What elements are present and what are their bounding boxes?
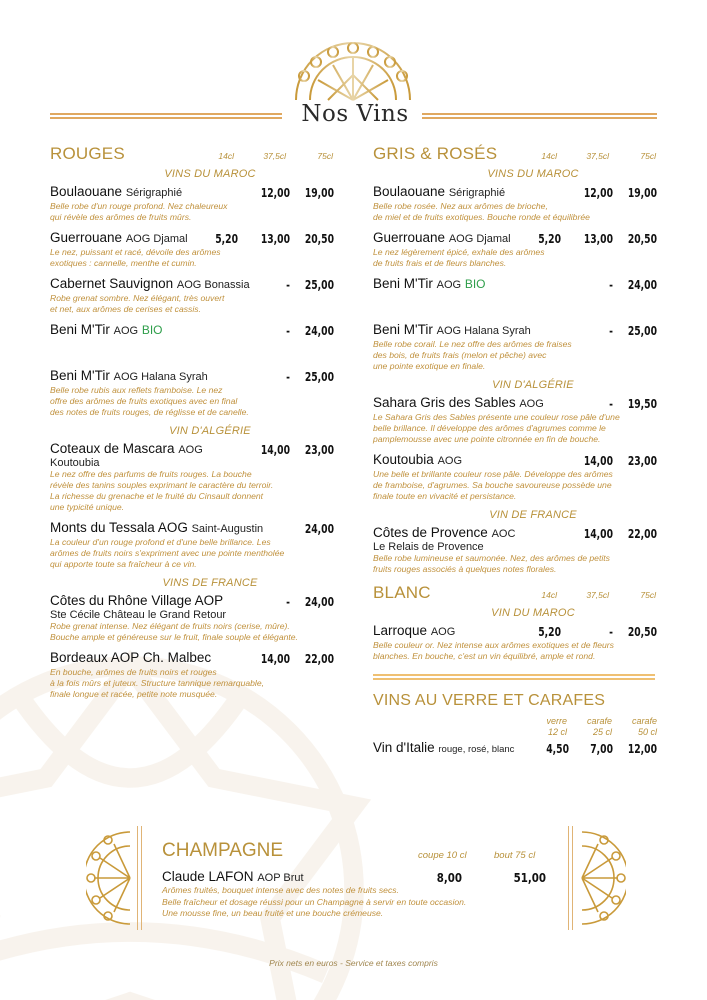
price-bouteille: 51,00 — [513, 870, 546, 885]
wine-description: Le nez, puissant et racé, dévoile des arômes exotiques : cannelle, menthe et cumin. — [50, 247, 221, 268]
wine-description: Belle couleur or. Nez intense aux arômes exotiques et de fleurs blanches. En bouche, c'est un vin équilibré, ample et rond. — [373, 640, 614, 661]
section-title-blanc: BLANC — [373, 583, 431, 602]
wine-description: Le Sahara Gris des Sables présente une couleur rose pâle d'une belle brillance. Il développe des arômes d'agrumes comme le pamplemousse avec une pointe citronnée en fin de bouche. — [373, 412, 620, 444]
wine-item — [50, 650, 340, 700]
price-375cl: 14,00 — [260, 442, 290, 457]
wine-producer: Ste Cécile Château le Grand Retour — [50, 609, 227, 621]
wine-appellation: AOG — [178, 444, 203, 456]
price-375cl: 14,00 — [260, 651, 290, 666]
price-75cl: 19,50 — [627, 396, 657, 411]
price-75cl: 22,00 — [304, 651, 334, 666]
wine-name: Beni M'Tir — [50, 322, 110, 337]
section-title-rouges: ROUGES — [50, 144, 125, 163]
wine-name: Beni M'Tir — [373, 322, 433, 337]
wine-colors: rouge, rosé, blanc — [438, 744, 515, 755]
wine-description: Belle robe corail. Le nez offre des arômes de fraises des bois, de fruits frais (melon et pêche) avec une pointe exotique en finale. — [373, 339, 572, 371]
wine-description: Le nez offre des parfums de fruits rouges. La bouche révèle des tanins souples exprimant le caractère du terroir. La richesse du grenache et le fruité du Cinsault donnent une typicité unique. — [50, 469, 274, 512]
wine-item — [50, 441, 340, 513]
region-label: VIN DU MAROC — [491, 607, 575, 619]
wine-appellation: Sérigraphié — [125, 187, 183, 199]
wine-name: Larroque — [373, 623, 428, 638]
wine-name: Côtes du Rhône Village AOP — [50, 593, 224, 608]
wine-name: Koutoubia — [373, 452, 434, 467]
wine-appellation: AOG — [430, 626, 456, 638]
wine-name: Boulaouane — [50, 184, 123, 199]
wine-item — [50, 276, 340, 315]
price-375cl: 14,00 — [583, 453, 613, 468]
bio-badge: BIO — [141, 323, 163, 337]
wine-description: Robe grenat intense. Nez élégant de fruits noirs (cerise, mûre). Bouche ample et généreuse sur le fruit, finale souple et élégante. — [50, 621, 298, 642]
wine-name: Guerrouane — [50, 230, 123, 245]
price-375cl: - — [609, 323, 613, 338]
region-label: VIN DE FRANCE — [489, 509, 577, 521]
wine-name: Guerrouane — [373, 230, 446, 245]
size-14cl: 14cl — [541, 590, 557, 600]
price-375cl: - — [609, 396, 613, 411]
price-75cl: 24,00 — [304, 323, 334, 338]
wine-producer: Le Relais de Provence — [373, 541, 484, 553]
price-375cl: - — [286, 369, 290, 384]
wine-item — [50, 368, 340, 418]
size-75cl: 75cl — [317, 151, 333, 161]
page-title: Nos Vins — [301, 101, 409, 127]
wine-description: Belle robe lumineuse et saumonée. Nez, des arômes de petits fruits rouges associés à quelques notes florales. — [373, 553, 610, 574]
roses-header — [373, 144, 663, 168]
rouges-header — [50, 144, 340, 168]
wine-appellation: AOG — [436, 279, 462, 291]
size-375cl: 37,5cl — [263, 151, 286, 161]
price-375cl: - — [609, 624, 613, 639]
wine-name: Beni M'Tir — [373, 276, 433, 291]
wine-item — [373, 230, 663, 269]
price-75cl: 23,00 — [304, 442, 334, 457]
region-label: VINS DU MAROC — [164, 168, 256, 180]
wine-appellation: AOG Bonassia — [176, 279, 250, 291]
size-coupe: coupe 10 cl — [418, 850, 467, 861]
price-75cl: 25,00 — [304, 369, 334, 384]
section-title-carafes: VINS AU VERRE ET CARAFES — [373, 692, 606, 709]
header — [0, 0, 707, 140]
price-14cl: 5,20 — [215, 231, 238, 246]
vertical-divider — [137, 826, 142, 930]
roses-column — [373, 144, 663, 764]
price-carafe-50: 12,00 — [627, 741, 657, 756]
wine-item — [50, 322, 340, 339]
section-title-roses: GRIS & ROSÉS — [373, 144, 498, 163]
wine-appellation: AOP Brut — [257, 872, 304, 884]
size-14cl: 14cl — [541, 151, 557, 161]
wine-item — [50, 230, 340, 269]
wine-description: Belle robe d'un rouge profond. Nez chaleureux qui révèle des arômes de fruits mûrs. — [50, 201, 228, 222]
wine-item — [373, 322, 663, 372]
size-bouteille: bout 75 cl — [494, 850, 536, 861]
price-75cl: 22,00 — [627, 526, 657, 541]
price-375cl: - — [286, 323, 290, 338]
title-divider-left — [50, 113, 282, 119]
wine-description: La couleur d'un rouge profond et d'une belle brillance. Les arômes de fruits noirs s'expriment avec une pointe mentholée qui apporte toute sa fraîcheur à ce vin. — [50, 537, 285, 569]
wine-appellation: Saint-Augustin — [191, 523, 264, 535]
vertical-divider — [568, 826, 573, 930]
rouges-column — [50, 144, 340, 707]
wine-appellation: AOC — [491, 528, 516, 540]
region-label: VIN D'ALGÉRIE — [169, 425, 251, 437]
title-divider-right — [422, 113, 657, 119]
region-label: VINS DU MAROC — [487, 168, 579, 180]
price-375cl: 14,00 — [583, 526, 613, 541]
wine-name: Sahara Gris des Sables — [373, 395, 516, 410]
wine-appellation: AOG Halana Syrah — [113, 371, 208, 383]
wine-name: Coteaux de Mascara — [50, 441, 175, 456]
wine-description: Belle robe rosée. Nez aux arômes de brioche, de miel et de fruits exotiques. Bouche ronde et équilibrée — [373, 201, 590, 222]
price-coupe: 8,00 — [436, 870, 462, 885]
price-75cl: 19,00 — [304, 185, 334, 200]
size-14cl: 14cl — [218, 151, 234, 161]
price-75cl: 24,00 — [627, 277, 657, 292]
wine-item — [373, 525, 663, 575]
price-carafe-25: 7,00 — [590, 741, 613, 756]
wine-name: Bordeaux AOP Ch. Malbec — [50, 650, 212, 665]
price-75cl: 19,00 — [627, 185, 657, 200]
price-375cl: - — [609, 277, 613, 292]
blanc-header — [373, 583, 663, 607]
wine-description: Robe grenat sombre. Nez élégant, très ouvert et net, aux arômes de cerises et cassis. — [50, 293, 225, 314]
price-375cl: - — [286, 277, 290, 292]
wine-description: Belle robe rubis aux reflets framboise. Le nez offre des arômes de fruits exotiques avec en final des notes de fruits rouges, de réglisse et de canelle. — [50, 385, 249, 417]
wine-description: Arômes fruités, bouquet intense avec des notes de fruits secs. Belle fraîcheur et dosage réussi pour un Champagne à servir en toute occasion. Une mousse fine, un beau fruité et une bouche crémeuse. — [162, 885, 467, 918]
bio-badge: BIO — [464, 277, 486, 291]
section-title-champagne: CHAMPAGNE — [162, 840, 284, 861]
wine-name: Vin d'Italie — [373, 740, 435, 755]
wine-name: Beni M'Tir — [50, 368, 110, 383]
wine-appellation: AOG — [437, 455, 463, 467]
price-75cl: 24,00 — [304, 594, 334, 609]
size-75cl: 75cl — [640, 151, 656, 161]
price-375cl: 13,00 — [260, 231, 290, 246]
price-75cl: 20,50 — [627, 624, 657, 639]
wine-item — [373, 452, 663, 502]
wine-appellation: AOG — [519, 398, 544, 410]
wine-item — [373, 276, 663, 293]
wine-item — [373, 623, 663, 662]
wine-name: Monts du Tessala AOG — [50, 520, 188, 535]
price-14cl: 5,20 — [538, 624, 561, 639]
price-75cl: 23,00 — [627, 453, 657, 468]
price-75cl: 25,00 — [304, 277, 334, 292]
wine-description: Une belle et brillante couleur rose pâle. Développe des arômes de framboise, d'agrumes. Sa bouche savoureuse possède une finale toute en vivacité et persistance. — [373, 469, 613, 501]
wine-name: Boulaouane — [373, 184, 446, 199]
wine-description: Le nez légèrement épicé, exhale des arômes de fruits frais et de fleurs blanches. — [373, 247, 545, 268]
rosette-logo-icon — [288, 40, 418, 102]
region-label: VIN D'ALGÉRIE — [492, 379, 574, 391]
wine-appellation: AOG — [113, 325, 139, 337]
wine-appellation: AOG Halana Syrah — [436, 325, 531, 337]
price-verre: 4,50 — [546, 741, 569, 756]
rosette-ornament-icon — [580, 830, 626, 926]
price-75cl: 20,50 — [304, 231, 334, 246]
wine-name: Côtes de Provence — [373, 525, 488, 540]
price-375cl: 12,00 — [260, 185, 290, 200]
wine-name: Cabernet Sauvignon — [50, 276, 174, 291]
region-label: VINS DE FRANCE — [162, 577, 258, 589]
size-375cl: 37,5cl — [586, 151, 609, 161]
price-75cl: 25,00 — [627, 323, 657, 338]
price-14cl: 5,20 — [538, 231, 561, 246]
size-75cl: 75cl — [640, 590, 656, 600]
wine-producer: Koutoubia — [50, 457, 100, 469]
size-375cl: 37,5cl — [586, 590, 609, 600]
section-divider — [373, 674, 655, 680]
wine-item — [373, 395, 663, 445]
wine-item — [373, 184, 663, 223]
price-375cl: 13,00 — [583, 231, 613, 246]
wine-appellation: AOG Djamal — [448, 233, 511, 245]
price-75cl: 20,50 — [627, 231, 657, 246]
title-row — [50, 103, 657, 131]
rosette-ornament-icon — [86, 830, 132, 926]
wine-name: Claude LAFON — [162, 869, 254, 884]
wine-item — [373, 740, 663, 757]
price-375cl: 12,00 — [583, 185, 613, 200]
wine-item — [50, 184, 340, 223]
price-375cl: - — [286, 594, 290, 609]
wine-description: En bouche, arômes de fruits noirs et rouges à la fois mûrs et juteux. Structure tannique remarquable, finale longue et racée, petite note musquée. — [50, 667, 265, 699]
carafes-header — [373, 692, 663, 716]
wine-item — [50, 593, 340, 643]
champagne-section — [80, 826, 640, 930]
carafe-size-headers: verre 12 cl carafe 25 cl carafe 50 cl — [546, 716, 657, 737]
footer-note: Prix nets en euros - Service et taxes compris — [269, 958, 438, 968]
price-75cl: 24,00 — [304, 521, 334, 536]
wine-appellation: AOG Djamal — [125, 233, 188, 245]
wine-item — [50, 520, 340, 570]
wine-appellation: Sérigraphié — [448, 187, 506, 199]
